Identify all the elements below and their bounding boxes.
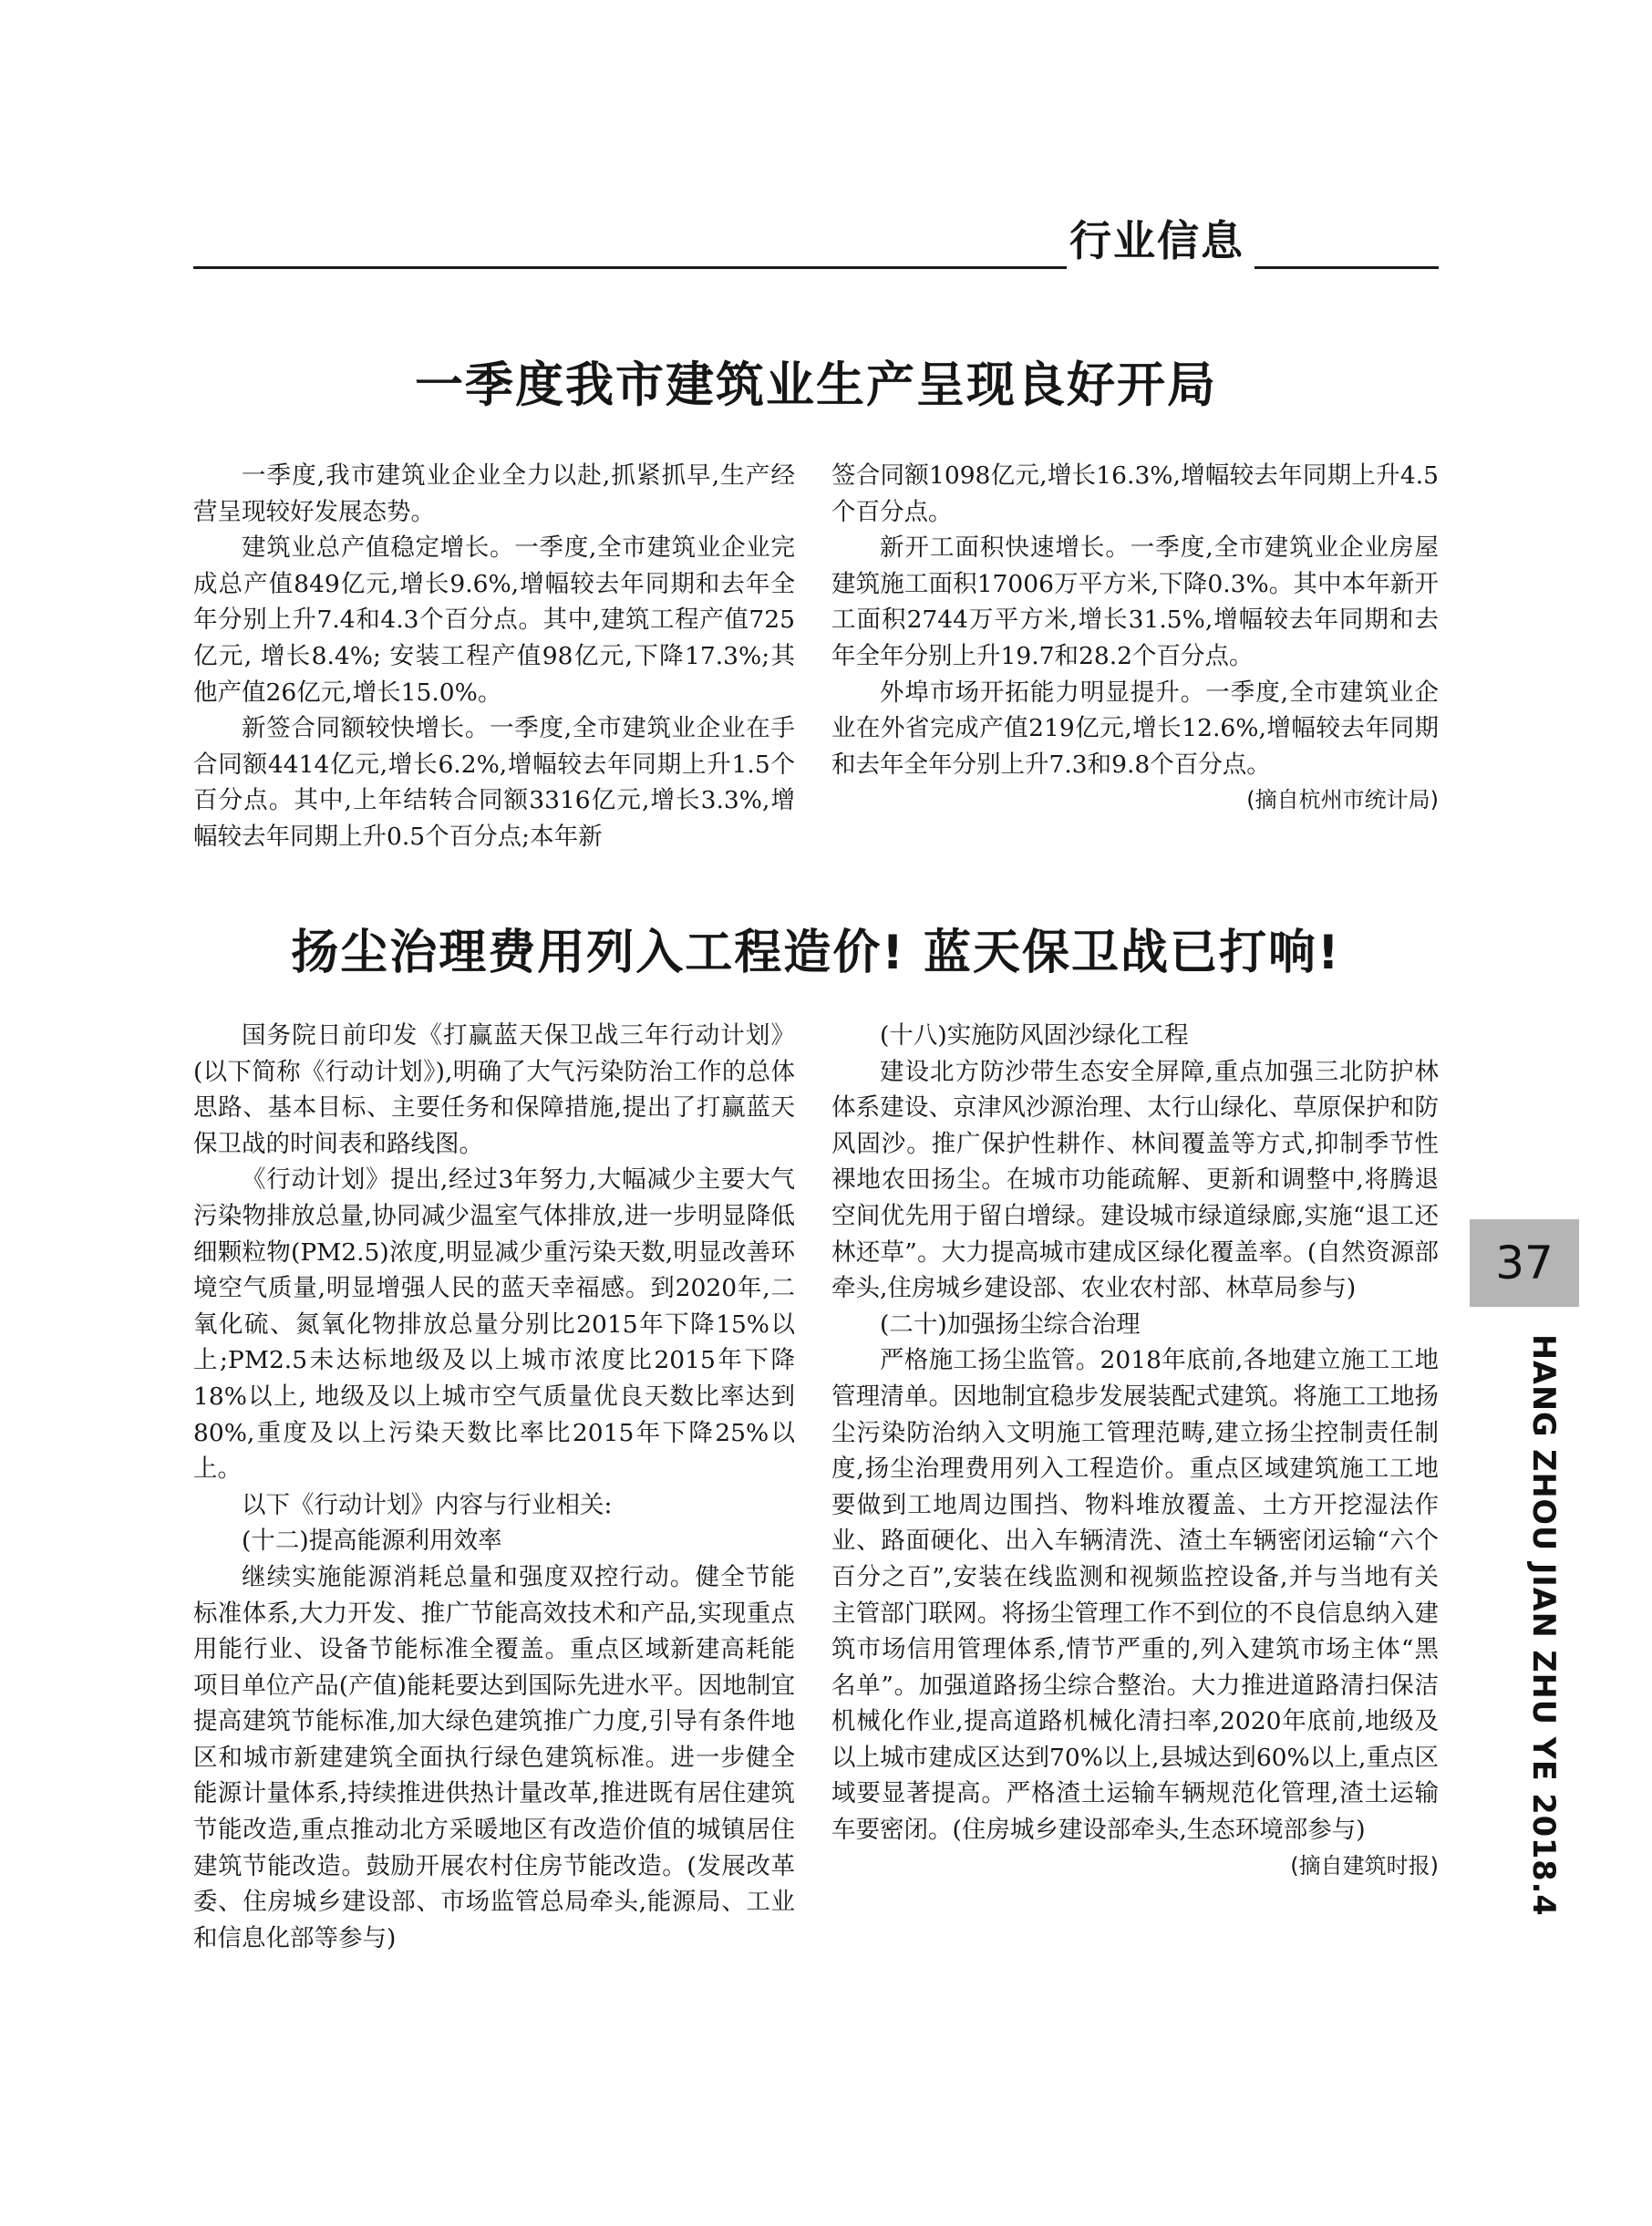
article2-title: 扬尘治理费用列入工程造价! 蓝天保卫战已打响! <box>291 926 1341 980</box>
header-rule-right <box>1254 266 1439 269</box>
paragraph: 《行动计划》提出,经过3年努力,大幅减少主要大气污染物排放总量,协同减少温室气体排放,进一步明显降低细颗粒物(PM2.5)浓度,明显减少重污染天数,明显改善环境空气质量,明显增强人民的蓝天幸福感。到2020年,二氧化硫、氮氧化物排放总量分别比2015年下降15%以上;PM2.5未达标地级及以上城市浓度比2015年下降18%以上, 地级及以上城市空气质量优良天数比率达到80%,重度及以上污染天数比率比2015年下降25%以上。 <box>193 1165 795 1484</box>
source-note: (摘自建筑时报) <box>1290 1852 1439 1879</box>
paragraph: 建设北方防沙带生态安全屏障,重点加强三北防护林体系建设、京津风沙源治理、太行山绿化、草原保护和防风固沙。推广保护性耕作、林间覆盖等方式,抑制季节性裸地农田扬尘。在城市功能疏解、更新和调整中,将腾退空间优先用于留白增绿。建设城市绿道绿廊,实施“退工还林还草”。大力提高城市建成区绿化覆盖率。(自然资源部牵头,住房城乡建设部、农业农村部、林草局参与) <box>831 1057 1439 1303</box>
paragraph: 建筑业总产值稳定增长。一季度,全市建筑业企业完成总产值849亿元,增长9.6%,增幅较去年同期和去年全年分别上升7.4和4.3个百分点。其中,建筑工程产值725亿元, 增长8.4%; 安装工程产值98亿元,下降17.3%;其他产值26亿元,增长15.0%。 <box>193 533 795 707</box>
journal-vertical-label: HANG ZHOU JIAN ZHU YE 2018.4 <box>1526 1334 1562 1917</box>
header-rule-left <box>193 266 1067 269</box>
article1-column-right <box>831 458 1439 819</box>
article1-title: 一季度我市建筑业生产呈现良好开局 <box>415 357 1217 413</box>
source-note: (摘自杭州市统计局) <box>1246 787 1439 813</box>
subheading: (十八)实施防风固沙绿化工程 <box>880 1021 1189 1050</box>
paragraph: 一季度,我市建筑业企业全力以赴,抓紧抓早,生产经营呈现较好发展态势。 <box>193 461 795 526</box>
subheading: (十二)提高能源利用效率 <box>242 1527 502 1556</box>
section-label: 行业信息 <box>1069 216 1244 265</box>
paragraph: 外埠市场开拓能力明显提升。一季度,全市建筑业企业在外省完成产值219亿元,增长12.6%,增幅较去年同期和去年全年分别上升7.3和9.8个百分点。 <box>831 678 1439 779</box>
paragraph: 国务院日前印发《打赢蓝天保卫战三年行动计划》(以下简称《行动计划》),明确了大气污染防治工作的总体思路、基本目标、主要任务和保障措施,提出了打赢蓝天保卫战的时间表和路线图。 <box>193 1021 795 1158</box>
paragraph: 以下《行动计划》内容与行业相关: <box>242 1490 613 1519</box>
paragraph: 新开工面积快速增长。一季度,全市建筑业企业房屋建筑施工面积17006万平方米,下降0.3%。其中本年新开工面积2744万平方米,增长31.5%,增幅较去年同期和去年全年分别上升19.7和28.2个百分点。 <box>831 533 1439 670</box>
article2-column-right <box>831 1018 1439 1884</box>
article1-column-left <box>193 458 795 855</box>
paragraph: 新签合同额较快增长。一季度,全市建筑业企业在手合同额4414亿元,增长6.2%,增幅较去年同期上升1.5个百分点。其中,上年结转合同额3316亿元,增长3.3%,增幅较去年同期上升0.5个百分点;本年新 <box>193 714 795 851</box>
paragraph: 严格施工扬尘监管。2018年底前,各地建立施工工地管理清单。因地制宜稳步发展装配式建筑。将施工工地扬尘污染防治纳入文明施工管理范畴,建立扬尘控制责任制度,扬尘治理费用列入工程造价。重点区域建筑施工工地要做到工地周边围挡、物料堆放覆盖、土方开挖湿法作业、路面硬化、出入车辆清洗、渣土车辆密闭运输“六个百分之百”,安装在线监测和视频监控设备,并与当地有关主管部门联网。将扬尘管理工作不到位的不良信息纳入建筑市场信用管理体系,情节严重的,列入建筑市场主体“黑名单”。加强道路扬尘综合整治。大力推进道路清扫保洁机械化作业,提高道路机械化清扫率,2020年底前,地级及以上城市建成区达到70%以上,县城达到60%以上,重点区域要显著提高。严格渣土运输车辆规范化管理,渣土运输车要密闭。(住房城乡建设部牵头,生态环境部参与) <box>831 1346 1439 1845</box>
paragraph: 继续实施能源消耗总量和强度双控行动。健全节能标准体系,大力开发、推广节能高效技术和产品,实现重点用能行业、设备节能标准全覆盖。重点区域新建高耗能项目单位产品(产值)能耗要达到国际先进水平。因地制宜提高建筑节能标准,加大绿色建筑推广力度,引导有条件地区和城市新建建筑全面执行绿色建筑标准。进一步健全能源计量体系,持续推进供热计量改革,推进既有居住建筑节能改造,重点推动北方采暖地区有改造价值的城镇居住建筑节能改造。鼓励开展农村住房节能改造。(发展改革委、住房城乡建设部、市场监管总局牵头,能源局、工业和信息化部等参与) <box>193 1562 795 1952</box>
page-number: 37 <box>1495 1237 1554 1289</box>
article2-column-left <box>193 1018 795 1956</box>
subheading: (二十)加强扬尘综合治理 <box>880 1310 1141 1339</box>
paragraph-continued: 签合同额1098亿元,增长16.3%,增幅较去年同期上升4.5个百分点。 <box>831 461 1439 526</box>
